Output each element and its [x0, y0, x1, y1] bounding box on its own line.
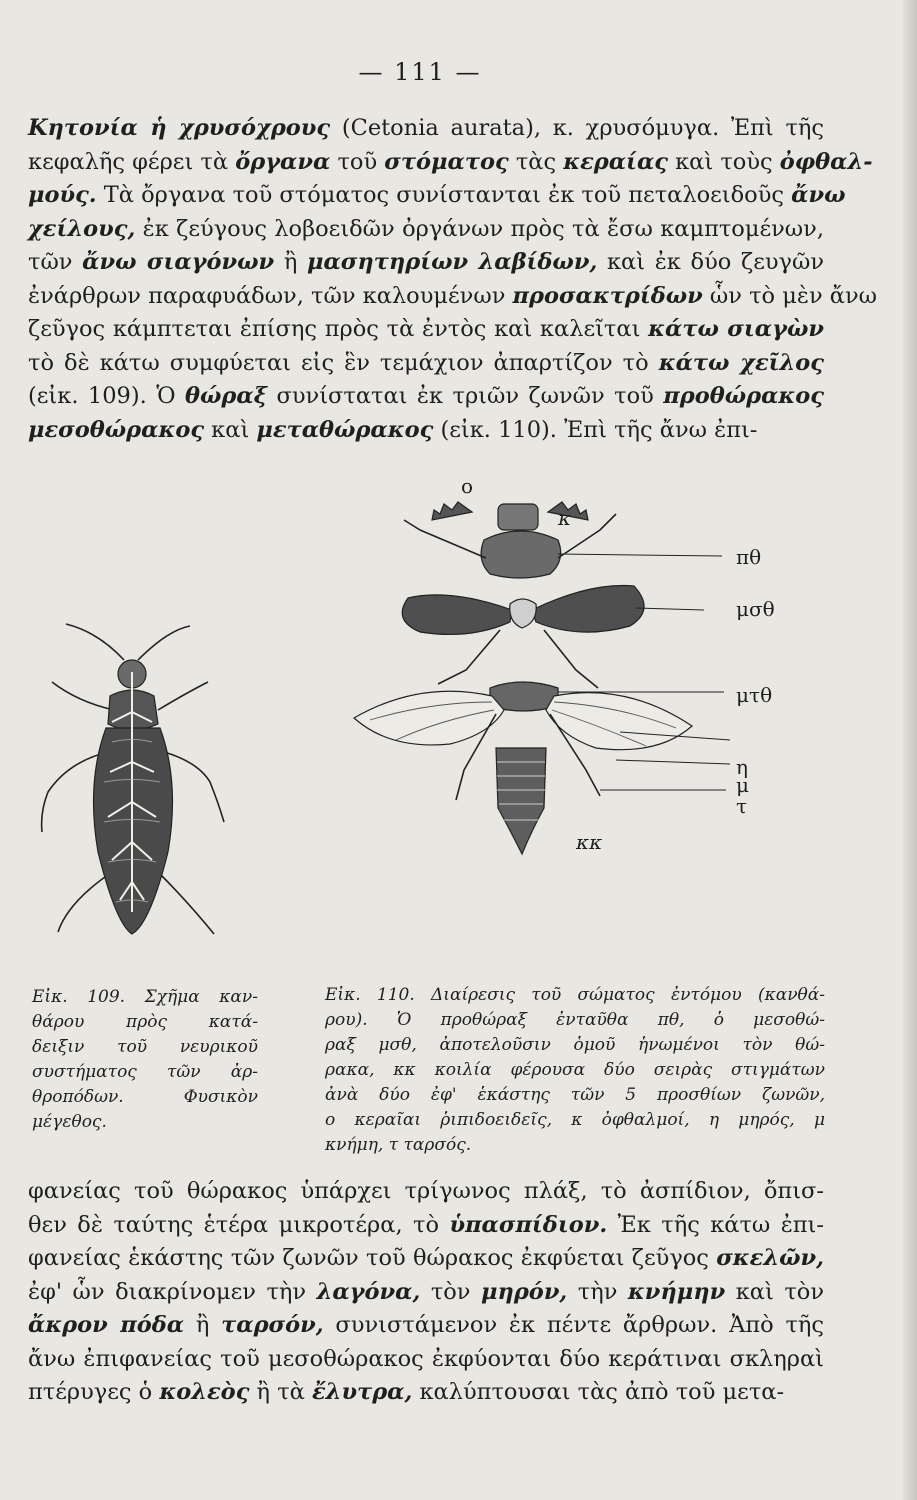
caption-line: ραξ μσθ, ἀποτελοῦσιν ὁμοῦ ἡνωμένοι τὸν θώ- [325, 1035, 825, 1055]
text-run: φανείας τοῦ θώρακος ὑπάρχει τρίγωνος πλάξ, τὸ ἀσπίδιον, ὄπισ- [28, 1178, 824, 1204]
text-line [28, 213, 824, 247]
elytron-right [532, 586, 644, 633]
text-run: καὶ ἐκ δύο ζευγῶν [597, 249, 824, 275]
label-o: ο [461, 474, 474, 498]
emphasized-term: ἔλυτρα, [311, 1379, 413, 1405]
text-run: ἢ τὰ [249, 1379, 312, 1405]
text-run: καὶ τὸν [725, 1278, 824, 1305]
text-line [28, 280, 878, 314]
page-number: — 111 — [358, 58, 482, 86]
text-line [28, 179, 846, 213]
emphasized-term: μεσοθώρακος [28, 416, 205, 443]
emphasized-term: ἄκρον πόδα [28, 1312, 185, 1338]
text-run: τὴν [567, 1278, 628, 1305]
text-run: καλύπτουσαι τὰς ἀπὸ τοῦ μετα- [412, 1379, 785, 1405]
emphasized-term: ὄργανα [235, 148, 331, 175]
caption-line: κνήμη, τ ταρσός. [325, 1135, 472, 1155]
text-run: ἐκ ζεύγους λοβοειδῶν ὀργάνων πρὸς τὰ ἔσω καμπτομένων, [135, 215, 824, 242]
caption-line: θροπόδων. Φυσικὸν [32, 1087, 258, 1107]
text-run: κεφαλῆς φέρει τὰ [28, 148, 236, 175]
text-run: ζεῦγος κάμπτεται ἐπίσης πρὸς τὰ ἐντὸς καὶ καλεῖται [28, 316, 649, 342]
text-run: Ἐκ τῆς κάτω ἐπι- [607, 1211, 824, 1238]
caption-line: δειξιν τοῦ νευρικοῦ [32, 1037, 258, 1057]
text-line [28, 1309, 824, 1343]
text-run: πτέρυγες ὁ [28, 1379, 160, 1405]
text-line [28, 146, 873, 180]
figure-110-body-division-illustration [300, 470, 760, 870]
caption-line: συστήματος τῶν ἀρ- [32, 1062, 258, 1082]
emphasized-term: ὑπασπίδιον. [449, 1211, 608, 1238]
label-pth: πθ [736, 545, 762, 569]
caption-figure-110 [325, 983, 825, 1158]
text-run: φανείας ἑκάστης τῶν ζωνῶν τοῦ θώρακος ἐκφύεται ζεῦγος [28, 1245, 717, 1271]
emphasized-term: ἄνω [791, 182, 846, 208]
caption-line: ἀνὰ δύο ἐφ' ἑκάστης τῶν 5 προσθίων ζωνῶν, [325, 1085, 825, 1105]
emphasized-term: μηρόν, [481, 1278, 568, 1305]
emphasized-term: μασητηρίων λαβίδων, [307, 249, 598, 275]
caption-line: μέγεθος. [32, 1112, 107, 1132]
label-kk: κκ [576, 830, 603, 854]
caption-line: θάρου πρὸς κατά- [32, 1012, 258, 1032]
top-paragraph [28, 112, 878, 447]
text-line [28, 1175, 824, 1209]
text-line [28, 380, 824, 414]
emphasized-term: προθώρακος [663, 383, 824, 409]
caption-line: ο κεραῖαι ῥιπιδοειδεῖς, κ ὀφθαλμοί, η μηρός, μ [325, 1110, 825, 1130]
emphasized-term: ὀφθαλ- [779, 148, 873, 175]
antenna-fan-left [432, 502, 472, 520]
text-run: (εἰκ. 109). Ὁ [28, 383, 185, 409]
text-line [28, 414, 824, 448]
text-run: τὸ δὲ κάτω συμφύεται εἰς ἓν τεμάχιον ἀπαρτίζον τὸ [28, 349, 659, 376]
text-run: (Cetonia aurata), κ. χρυσόμυγα. Ἐπὶ τῆς [330, 115, 825, 141]
page-edge-shadow [903, 0, 917, 1500]
elytron-left [402, 595, 512, 635]
emphasized-term: σκελῶν, [716, 1245, 824, 1271]
emphasized-term: προσακτρίδων [512, 282, 703, 309]
text-run: καὶ [204, 416, 257, 443]
text-run: ἐφ' ὧν διακρίνομεν τὴν [28, 1278, 317, 1305]
emphasized-term: κάτω σιαγὼν [648, 316, 824, 342]
text-run: ἢ [274, 249, 308, 275]
emphasized-term: λαγόνα, [316, 1278, 421, 1305]
emphasized-term: κολεὸς [159, 1379, 250, 1405]
text-run: συνίσταται ἐκ τριῶν ζωνῶν τοῦ [267, 383, 664, 409]
text-run: συνιστάμενον ἐκ πέντε ἄρθρων. Ἀπὸ τῆς [323, 1312, 824, 1338]
emphasized-term: κεραίας [563, 148, 668, 175]
caption-line: ρακα, κκ κοιλία φέρουσα δύο σειρὰς στιγμάτων [325, 1060, 825, 1080]
emphasized-term: θώραξ [185, 383, 268, 409]
text-line [28, 1343, 824, 1377]
caption-line: Εἰκ. 109. Σχῆμα καν- [32, 987, 258, 1007]
emphasized-term: ταρσόν, [221, 1312, 324, 1338]
text-line [28, 246, 824, 280]
caption-line: Εἰκ. 110. Διαίρεσις τοῦ σώματος ἐντόμου (κανθά- [325, 985, 825, 1005]
label-mu: μ [736, 773, 749, 797]
text-run: ὧν τὸ μὲν ἄνω [702, 282, 878, 309]
emphasized-term: κνήμην [627, 1278, 726, 1305]
text-run: ἐνάρθρων παραφυάδων, τῶν καλουμένων [28, 282, 513, 309]
label-msth: μσθ [736, 597, 775, 621]
text-line [28, 112, 824, 146]
text-line [28, 1242, 824, 1276]
emphasized-term: κάτω χεῖλος [658, 349, 825, 376]
emphasized-term: στόματος [384, 148, 509, 175]
text-run: ἄνω ἐπιφανείας τοῦ μεσοθώρακος ἐκφύονται δύο κεράτιναι σκληραὶ [28, 1345, 824, 1372]
label-eta: η [736, 755, 748, 779]
text-run: Τὰ ὄργανα τοῦ στόματος συνίστανται ἐκ τοῦ πεταλοειδοῦς [96, 182, 792, 208]
figure-109-beetle-illustration [28, 612, 308, 952]
text-line [28, 1209, 824, 1243]
emphasized-term: μούς. [28, 182, 97, 208]
text-run: καὶ τοὺς [667, 148, 780, 175]
label-mtth: μτθ [736, 683, 773, 707]
caption-line: ρου). Ὁ προθώραξ ἐνταῦθα πθ, ὁ μεσοθώ- [325, 1010, 825, 1030]
text-run: θεν δὲ ταύτης ἑτέρα μικροτέρα, τὸ [28, 1211, 450, 1238]
text-line [28, 313, 824, 347]
label-tau: τ [736, 794, 748, 818]
text-line [28, 1276, 824, 1310]
emphasized-term: Κητονία ἡ χρυσόχρους [28, 115, 331, 141]
head-segment [498, 504, 538, 530]
label-k: κ [558, 506, 572, 530]
pronotum [481, 531, 561, 578]
text-run: ἢ [184, 1312, 222, 1338]
text-run: (εἰκ. 110). Ἐπὶ τῆς ἄνω ἐπι- [433, 416, 758, 443]
text-run: τοῦ [330, 148, 385, 175]
emphasized-term: ἄνω σιαγόνων [82, 249, 275, 275]
bottom-paragraph [28, 1175, 824, 1410]
emphasized-term: χείλους, [28, 215, 136, 242]
abdomen [496, 748, 546, 854]
text-run: τὰς [508, 148, 564, 175]
text-line [28, 1376, 824, 1410]
text-line [28, 347, 824, 381]
text-run: τὸν [420, 1278, 482, 1305]
caption-figure-109 [32, 985, 258, 1135]
emphasized-term: μεταθώρακος [256, 416, 434, 443]
text-run: τῶν [28, 249, 83, 275]
